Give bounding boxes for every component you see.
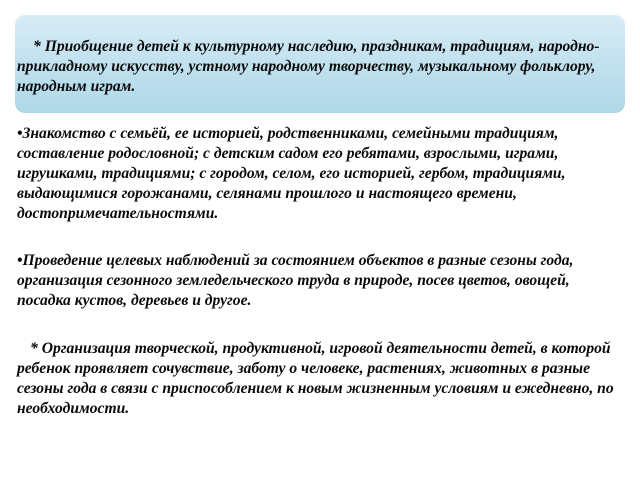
- bullet-icon: •: [17, 252, 23, 269]
- paragraph-family: [17, 124, 623, 224]
- paragraph-activity: * Организация творческой, продуктивной, игровой деятельности детей, в которой ребенок проявляет сочувствие, заботу о человеке, растениях, животных в разные сезоны года в связи с приспособлением к новым жизненным условиям и ежедневно, по необходимости.: [17, 340, 614, 417]
- paragraph-family-text: Знакомство с семьёй, ее историей, родственниками, семейными традициям, составление родословной; с детским садом его ребятами, взрослыми, играми, игрушками, традициями; с городом, селом, его историей, гербом, традициями, выдающимися горожанами, селянами прошлого и настоящего времени, достопримечательностями.: [17, 125, 566, 222]
- header-banner: [15, 15, 625, 113]
- paragraph-observations: [17, 251, 623, 311]
- paragraph-observations-text: Проведение целевых наблюдений за состоянием объектов в разные сезоны года, организация сезонного земледельческого труда в природе, посев цветов, овощей, посадка кустов, деревьев и другое.: [17, 252, 574, 309]
- banner-heading: * Приобщение детей к культурному наследию, праздникам, традициям, народно-прикладному искусству, устному народному творчеству, музыкальному фольклору, народным играм.: [17, 38, 600, 95]
- bullet-icon: •: [17, 125, 23, 142]
